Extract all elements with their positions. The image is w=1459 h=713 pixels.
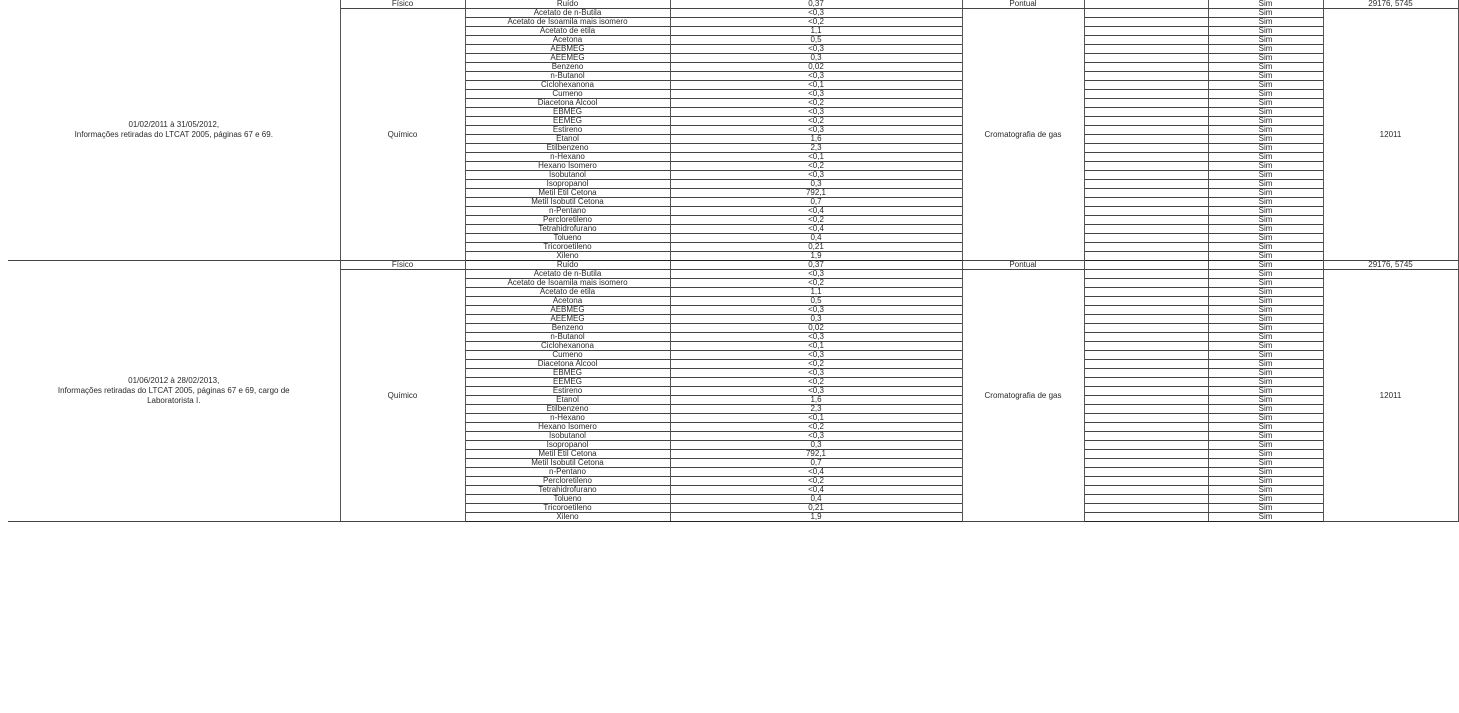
value-cell: 0,5 bbox=[670, 297, 962, 306]
epi-cell: Sim bbox=[1208, 270, 1323, 279]
agent-cell: Isobutanol bbox=[465, 171, 670, 180]
value-cell: 1,6 bbox=[670, 135, 962, 144]
epi-cell: Sim bbox=[1208, 459, 1323, 468]
epi-cell: Sim bbox=[1208, 486, 1323, 495]
blank-cell bbox=[1084, 27, 1208, 36]
agent-cell: Benzeno bbox=[465, 63, 670, 72]
blank-cell bbox=[1084, 135, 1208, 144]
epi-cell: Sim bbox=[1208, 504, 1323, 513]
value-cell: 1,1 bbox=[670, 27, 962, 36]
value-cell: <0,4 bbox=[670, 468, 962, 477]
value-cell: <0,1 bbox=[670, 414, 962, 423]
epi-cell: Sim bbox=[1208, 342, 1323, 351]
method-cell: Cromatografia de gas bbox=[962, 9, 1084, 261]
blank-cell bbox=[1084, 261, 1208, 270]
blank-cell bbox=[1084, 63, 1208, 72]
blank-cell bbox=[1084, 378, 1208, 387]
epi-cell: Sim bbox=[1208, 108, 1323, 117]
blank-cell bbox=[1084, 234, 1208, 243]
agent-cell: Etanol bbox=[465, 396, 670, 405]
agent-cell: AEEMEG bbox=[465, 54, 670, 63]
blank-cell bbox=[1084, 18, 1208, 27]
blank-cell bbox=[1084, 477, 1208, 486]
epi-cell: Sim bbox=[1208, 153, 1323, 162]
code-cell: 12011 bbox=[1323, 270, 1458, 522]
blank-cell bbox=[1084, 198, 1208, 207]
agent-cell: Cumeno bbox=[465, 90, 670, 99]
epi-cell: Sim bbox=[1208, 288, 1323, 297]
epi-cell: Sim bbox=[1208, 45, 1323, 54]
epi-cell: Sim bbox=[1208, 9, 1323, 18]
value-cell: <0,2 bbox=[670, 18, 962, 27]
blank-cell bbox=[1084, 504, 1208, 513]
epi-cell: Sim bbox=[1208, 216, 1323, 225]
blank-cell bbox=[1084, 414, 1208, 423]
blank-cell bbox=[1084, 45, 1208, 54]
value-cell: <0,3 bbox=[670, 369, 962, 378]
blank-cell bbox=[1084, 270, 1208, 279]
blank-cell bbox=[1084, 432, 1208, 441]
agent-cell: Isobutanol bbox=[465, 432, 670, 441]
blank-cell bbox=[1084, 171, 1208, 180]
blank-cell bbox=[1084, 180, 1208, 189]
agent-cell: Xileno bbox=[465, 252, 670, 261]
risk-type-quimico: Químico bbox=[340, 270, 465, 522]
agent-cell: Metil Etil Cetona bbox=[465, 189, 670, 198]
blank-cell bbox=[1084, 279, 1208, 288]
epi-cell: Sim bbox=[1208, 90, 1323, 99]
blank-cell bbox=[1084, 315, 1208, 324]
epi-cell: Sim bbox=[1208, 189, 1323, 198]
value-cell: 1,9 bbox=[670, 252, 962, 261]
agent-cell: Ruído bbox=[465, 0, 670, 9]
epi-cell: Sim bbox=[1208, 333, 1323, 342]
value-cell: <0,1 bbox=[670, 81, 962, 90]
epi-cell: Sim bbox=[1208, 162, 1323, 171]
blank-cell bbox=[1084, 513, 1208, 522]
epi-cell: Sim bbox=[1208, 18, 1323, 27]
blank-cell bbox=[1084, 162, 1208, 171]
agent-cell: Tetrahidrofurano bbox=[465, 225, 670, 234]
epi-cell: Sim bbox=[1208, 225, 1323, 234]
value-cell: <0,3 bbox=[670, 171, 962, 180]
method-cell: Pontual bbox=[962, 261, 1084, 270]
agent-cell: Metil Etil Cetona bbox=[465, 450, 670, 459]
epi-cell: Sim bbox=[1208, 99, 1323, 108]
epi-cell: Sim bbox=[1208, 495, 1323, 504]
value-cell: 0,3 bbox=[670, 315, 962, 324]
epi-cell: Sim bbox=[1208, 0, 1323, 9]
agent-cell: n-Pentano bbox=[465, 207, 670, 216]
agent-cell: Tricoroetileno bbox=[465, 243, 670, 252]
agent-cell: Acetona bbox=[465, 36, 670, 45]
value-cell: <0,2 bbox=[670, 99, 962, 108]
blank-cell bbox=[1084, 252, 1208, 261]
value-cell: 0,4 bbox=[670, 234, 962, 243]
blank-cell bbox=[1084, 369, 1208, 378]
blank-cell bbox=[1084, 9, 1208, 18]
table-row bbox=[8, 0, 1458, 9]
value-cell: <0,3 bbox=[670, 72, 962, 81]
value-cell: <0,4 bbox=[670, 207, 962, 216]
value-cell: 0,37 bbox=[670, 261, 962, 270]
blank-cell bbox=[1084, 225, 1208, 234]
agent-cell: Acetato de n-Butila bbox=[465, 9, 670, 18]
agent-cell: Acetato de Isoamila mais isomero bbox=[465, 279, 670, 288]
value-cell: 0,7 bbox=[670, 198, 962, 207]
blank-cell bbox=[1084, 495, 1208, 504]
epi-cell: Sim bbox=[1208, 513, 1323, 522]
epi-cell: Sim bbox=[1208, 315, 1323, 324]
value-cell: <0,3 bbox=[670, 90, 962, 99]
agent-cell: n-Hexano bbox=[465, 153, 670, 162]
exposure-table-body bbox=[8, 0, 1458, 522]
epi-cell: Sim bbox=[1208, 432, 1323, 441]
value-cell: 2,3 bbox=[670, 144, 962, 153]
epi-cell: Sim bbox=[1208, 324, 1323, 333]
agent-cell: Metil Isobutil Cetona bbox=[465, 198, 670, 207]
epi-cell: Sim bbox=[1208, 135, 1323, 144]
agent-cell: Ciclohexanona bbox=[465, 342, 670, 351]
blank-cell bbox=[1084, 387, 1208, 396]
value-cell: 792,1 bbox=[670, 450, 962, 459]
epi-cell: Sim bbox=[1208, 405, 1323, 414]
blank-cell bbox=[1084, 153, 1208, 162]
value-cell: 0,37 bbox=[670, 0, 962, 9]
period-cell bbox=[8, 0, 340, 261]
agent-cell: Metil Isobutil Cetona bbox=[465, 459, 670, 468]
value-cell: 1,9 bbox=[670, 513, 962, 522]
epi-cell: Sim bbox=[1208, 378, 1323, 387]
epi-cell: Sim bbox=[1208, 423, 1323, 432]
value-cell: 0,5 bbox=[670, 36, 962, 45]
value-cell: <0,2 bbox=[670, 216, 962, 225]
agent-cell: Xileno bbox=[465, 513, 670, 522]
agent-cell: Isopropanol bbox=[465, 441, 670, 450]
value-cell: 0,02 bbox=[670, 63, 962, 72]
epi-cell: Sim bbox=[1208, 351, 1323, 360]
value-cell: 0,02 bbox=[670, 324, 962, 333]
value-cell: 0,4 bbox=[670, 495, 962, 504]
value-cell: 1,6 bbox=[670, 396, 962, 405]
blank-cell bbox=[1084, 423, 1208, 432]
agent-cell: Etilbenzeno bbox=[465, 144, 670, 153]
blank-cell bbox=[1084, 90, 1208, 99]
value-cell: <0,4 bbox=[670, 486, 962, 495]
value-cell: 2,3 bbox=[670, 405, 962, 414]
value-cell: 792,1 bbox=[670, 189, 962, 198]
agent-cell: Tetrahidrofurano bbox=[465, 486, 670, 495]
value-cell: 0,3 bbox=[670, 54, 962, 63]
agent-cell: AEBMEG bbox=[465, 306, 670, 315]
epi-cell: Sim bbox=[1208, 144, 1323, 153]
value-cell: 1,1 bbox=[670, 288, 962, 297]
agent-cell: Hexano Isomero bbox=[465, 162, 670, 171]
value-cell: <0,3 bbox=[670, 351, 962, 360]
blank-cell bbox=[1084, 144, 1208, 153]
blank-cell bbox=[1084, 36, 1208, 45]
agent-cell: Estireno bbox=[465, 126, 670, 135]
value-cell: <0,3 bbox=[670, 432, 962, 441]
agent-cell: AEEMEG bbox=[465, 315, 670, 324]
blank-cell bbox=[1084, 126, 1208, 135]
blank-cell bbox=[1084, 342, 1208, 351]
value-cell: <0,1 bbox=[670, 153, 962, 162]
blank-cell bbox=[1084, 396, 1208, 405]
period-line: Laboratorista I. bbox=[147, 396, 201, 405]
method-cell: Cromatografia de gas bbox=[962, 270, 1084, 522]
blank-cell bbox=[1084, 243, 1208, 252]
value-cell: <0,2 bbox=[670, 378, 962, 387]
value-cell: <0,2 bbox=[670, 360, 962, 369]
epi-cell: Sim bbox=[1208, 396, 1323, 405]
epi-cell: Sim bbox=[1208, 468, 1323, 477]
agent-cell: n-Butanol bbox=[465, 333, 670, 342]
epi-cell: Sim bbox=[1208, 261, 1323, 270]
agent-cell: Tolueno bbox=[465, 495, 670, 504]
value-cell: <0,3 bbox=[670, 126, 962, 135]
epi-cell: Sim bbox=[1208, 252, 1323, 261]
blank-cell bbox=[1084, 81, 1208, 90]
agent-cell: n-Hexano bbox=[465, 414, 670, 423]
agent-cell: Acetato de etila bbox=[465, 288, 670, 297]
blank-cell bbox=[1084, 108, 1208, 117]
exposure-table bbox=[8, 0, 1459, 522]
blank-cell bbox=[1084, 306, 1208, 315]
blank-cell bbox=[1084, 351, 1208, 360]
method-cell: Pontual bbox=[962, 0, 1084, 9]
value-cell: <0,4 bbox=[670, 225, 962, 234]
code-cell: 29176, 5745 bbox=[1323, 0, 1458, 9]
blank-cell bbox=[1084, 360, 1208, 369]
value-cell: <0,2 bbox=[670, 423, 962, 432]
period-line: Informações retiradas do LTCAT 2005, páginas 67 e 69. bbox=[74, 130, 273, 139]
agent-cell: EBMEG bbox=[465, 369, 670, 378]
epi-cell: Sim bbox=[1208, 63, 1323, 72]
blank-cell bbox=[1084, 99, 1208, 108]
blank-cell bbox=[1084, 288, 1208, 297]
epi-cell: Sim bbox=[1208, 72, 1323, 81]
agent-cell: EEMEG bbox=[465, 117, 670, 126]
value-cell: <0,3 bbox=[670, 387, 962, 396]
value-cell: 0,3 bbox=[670, 441, 962, 450]
value-cell: <0,2 bbox=[670, 477, 962, 486]
exposure-document bbox=[8, 0, 1458, 708]
value-cell: 0,3 bbox=[670, 180, 962, 189]
agent-cell: Percloretileno bbox=[465, 216, 670, 225]
code-cell: 29176, 5745 bbox=[1323, 261, 1458, 270]
epi-cell: Sim bbox=[1208, 441, 1323, 450]
agent-cell: Cumeno bbox=[465, 351, 670, 360]
epi-cell: Sim bbox=[1208, 477, 1323, 486]
blank-cell bbox=[1084, 450, 1208, 459]
agent-cell: Hexano Isomero bbox=[465, 423, 670, 432]
epi-cell: Sim bbox=[1208, 27, 1323, 36]
epi-cell: Sim bbox=[1208, 387, 1323, 396]
blank-cell bbox=[1084, 459, 1208, 468]
epi-cell: Sim bbox=[1208, 180, 1323, 189]
agent-cell: EEMEG bbox=[465, 378, 670, 387]
agent-cell: Isopropanol bbox=[465, 180, 670, 189]
agent-cell: Estireno bbox=[465, 387, 670, 396]
agent-cell: Etanol bbox=[465, 135, 670, 144]
risk-type-quimico: Químico bbox=[340, 9, 465, 261]
value-cell: 0,21 bbox=[670, 504, 962, 513]
blank-cell bbox=[1084, 441, 1208, 450]
value-cell: <0,3 bbox=[670, 333, 962, 342]
risk-type-fisico: Físico bbox=[340, 261, 465, 270]
value-cell: <0,3 bbox=[670, 45, 962, 54]
risk-type-fisico: Físico bbox=[340, 0, 465, 9]
agent-cell: n-Pentano bbox=[465, 468, 670, 477]
agent-cell: EBMEG bbox=[465, 108, 670, 117]
value-cell: <0,2 bbox=[670, 117, 962, 126]
blank-cell bbox=[1084, 72, 1208, 81]
agent-cell: Ruído bbox=[465, 261, 670, 270]
agent-cell: Percloretileno bbox=[465, 477, 670, 486]
agent-cell: Acetato de Isoamila mais isomero bbox=[465, 18, 670, 27]
epi-cell: Sim bbox=[1208, 450, 1323, 459]
epi-cell: Sim bbox=[1208, 414, 1323, 423]
epi-cell: Sim bbox=[1208, 207, 1323, 216]
agent-cell: n-Butanol bbox=[465, 72, 670, 81]
value-cell: 0,7 bbox=[670, 459, 962, 468]
blank-cell bbox=[1084, 189, 1208, 198]
period-line: Informações retiradas do LTCAT 2005, páginas 67 e 69, cargo de bbox=[57, 386, 290, 395]
blank-cell bbox=[1084, 216, 1208, 225]
blank-cell bbox=[1084, 324, 1208, 333]
value-cell: <0,3 bbox=[670, 270, 962, 279]
blank-cell bbox=[1084, 486, 1208, 495]
epi-cell: Sim bbox=[1208, 117, 1323, 126]
epi-cell: Sim bbox=[1208, 126, 1323, 135]
epi-cell: Sim bbox=[1208, 81, 1323, 90]
period-line: 01/02/2011 à 31/05/2012, bbox=[128, 120, 220, 129]
agent-cell: AEBMEG bbox=[465, 45, 670, 54]
code-cell: 12011 bbox=[1323, 9, 1458, 261]
blank-cell bbox=[1084, 297, 1208, 306]
epi-cell: Sim bbox=[1208, 198, 1323, 207]
epi-cell: Sim bbox=[1208, 234, 1323, 243]
agent-cell: Acetato de n-Butila bbox=[465, 270, 670, 279]
value-cell: <0,3 bbox=[670, 9, 962, 18]
blank-cell bbox=[1084, 0, 1208, 9]
agent-cell: Diacetona Alcool bbox=[465, 360, 670, 369]
value-cell: <0,3 bbox=[670, 306, 962, 315]
agent-cell: Acetato de etila bbox=[465, 27, 670, 36]
value-cell: <0,2 bbox=[670, 279, 962, 288]
blank-cell bbox=[1084, 405, 1208, 414]
agent-cell: Tolueno bbox=[465, 234, 670, 243]
period-line: 01/06/2012 à 28/02/2013, bbox=[128, 376, 220, 385]
agent-cell: Tricoroetileno bbox=[465, 504, 670, 513]
value-cell: <0,3 bbox=[670, 108, 962, 117]
agent-cell: Benzeno bbox=[465, 324, 670, 333]
epi-cell: Sim bbox=[1208, 36, 1323, 45]
value-cell: <0,1 bbox=[670, 342, 962, 351]
agent-cell: Acetona bbox=[465, 297, 670, 306]
value-cell: 0,21 bbox=[670, 243, 962, 252]
epi-cell: Sim bbox=[1208, 279, 1323, 288]
epi-cell: Sim bbox=[1208, 54, 1323, 63]
blank-cell bbox=[1084, 117, 1208, 126]
epi-cell: Sim bbox=[1208, 243, 1323, 252]
blank-cell bbox=[1084, 54, 1208, 63]
epi-cell: Sim bbox=[1208, 360, 1323, 369]
epi-cell: Sim bbox=[1208, 297, 1323, 306]
blank-cell bbox=[1084, 468, 1208, 477]
table-row bbox=[8, 261, 1458, 270]
agent-cell: Diacetona Alcool bbox=[465, 99, 670, 108]
epi-cell: Sim bbox=[1208, 171, 1323, 180]
agent-cell: Etilbenzeno bbox=[465, 405, 670, 414]
value-cell: <0,2 bbox=[670, 162, 962, 171]
epi-cell: Sim bbox=[1208, 306, 1323, 315]
blank-cell bbox=[1084, 207, 1208, 216]
period-cell bbox=[8, 261, 340, 522]
agent-cell: Ciclohexanona bbox=[465, 81, 670, 90]
epi-cell: Sim bbox=[1208, 369, 1323, 378]
blank-cell bbox=[1084, 333, 1208, 342]
